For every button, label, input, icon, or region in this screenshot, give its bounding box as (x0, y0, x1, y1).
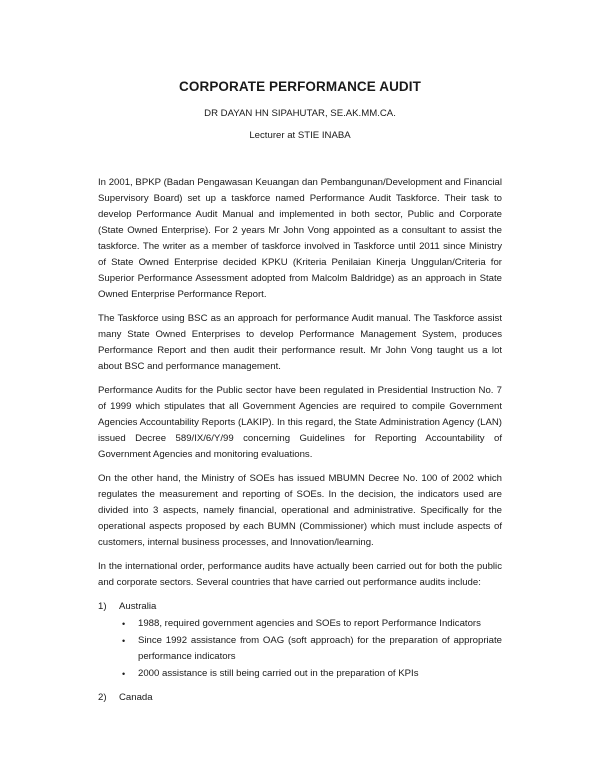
country-name: Australia (119, 601, 157, 612)
bullet-text: Since 1992 assistance from OAG (soft approach) for the preparation of appropriate performance indicators (138, 635, 502, 662)
bullet-icon: • (122, 669, 126, 679)
document-title: CORPORATE PERFORMANCE AUDIT (179, 79, 421, 94)
paragraph-1: In 2001, BPKP (Badan Pengawasan Keuangan dan Pembangunan/Development and Financial Supervisory Board) set up a taskforce named Performance Audit Taskforce. Their task to develop Performance Audit Manual and implemented in both sector, Public and Corporate (State Owned Enterprise). For 2 years Mr John Vong appointed as a consultant to assist the taskforce. The writer as a member of taskforce involved in Taskforce until 2011 since Ministry of State Owned Enterprise decided KPKU (Kriteria Penilaian Kinerja Unggulan/Criteria for Superior Performance Assessment adopted from Malcolm Baldridge) as an approach in State Owned Enterprise Performance Report. (98, 177, 502, 300)
list-intro-paragraph: In the international order, performance audits have actually been carried out for both the public and corporate sectors. Several countries that have carried out performance audits include: (98, 561, 502, 588)
list-number: 1) (98, 601, 107, 612)
bullet-item (119, 633, 502, 665)
affiliation-line: Lecturer at STIE INABA (249, 130, 351, 141)
paragraph-2: The Taskforce using BSC as an approach for performance Audit manual. The Taskforce assist many State Owned Enterprises to develop Performance Management System, produces Performance Report and then audit their performance result. Mr John Vong taught us a lot about BSC and performance management. (98, 313, 502, 372)
bullet-icon: • (122, 636, 126, 646)
bullet-list (119, 616, 502, 682)
document-body (98, 175, 502, 714)
country-list (98, 599, 502, 706)
bullet-text: 1988, required government agencies and SOEs to report Performance Indicators (138, 618, 481, 629)
bullet-item (119, 666, 502, 682)
paragraph-4: On the other hand, the Ministry of SOEs has issued MBUMN Decree No. 100 of 2002 which regulates the measurement and reporting of SOEs. In the decision, the indicators used are divided into 3 aspects, namely financial, operational and administrative. Specifically for the operational aspects proposed by each BUMN (Commissioner) which must include aspects of customers, internal business processes, and Innovation/learning. (98, 473, 502, 548)
country-name: Canada (119, 692, 153, 703)
author-line: DR DAYAN HN SIPAHUTAR, SE.AK.MM.CA. (204, 108, 396, 119)
bullet-text: 2000 assistance is still being carried out in the preparation of KPIs (138, 668, 419, 679)
bullet-icon: • (122, 619, 126, 629)
bullet-item (119, 616, 502, 632)
list-number: 2) (98, 692, 107, 703)
paragraph-3: Performance Audits for the Public sector have been regulated in Presidential Instruction No. 7 of 1999 which stipulates that all Government Agencies are required to compile Government Agencies Accountability Reports (LAKIP). In this regard, the State Administration Agency (LAN) issued Decree 589/IX/6/Y/99 concerning Guidelines for Reporting Accountability of Government Agencies and monitoring evaluations. (98, 385, 502, 460)
list-item-australia (98, 599, 502, 682)
list-item-canada (98, 690, 502, 706)
